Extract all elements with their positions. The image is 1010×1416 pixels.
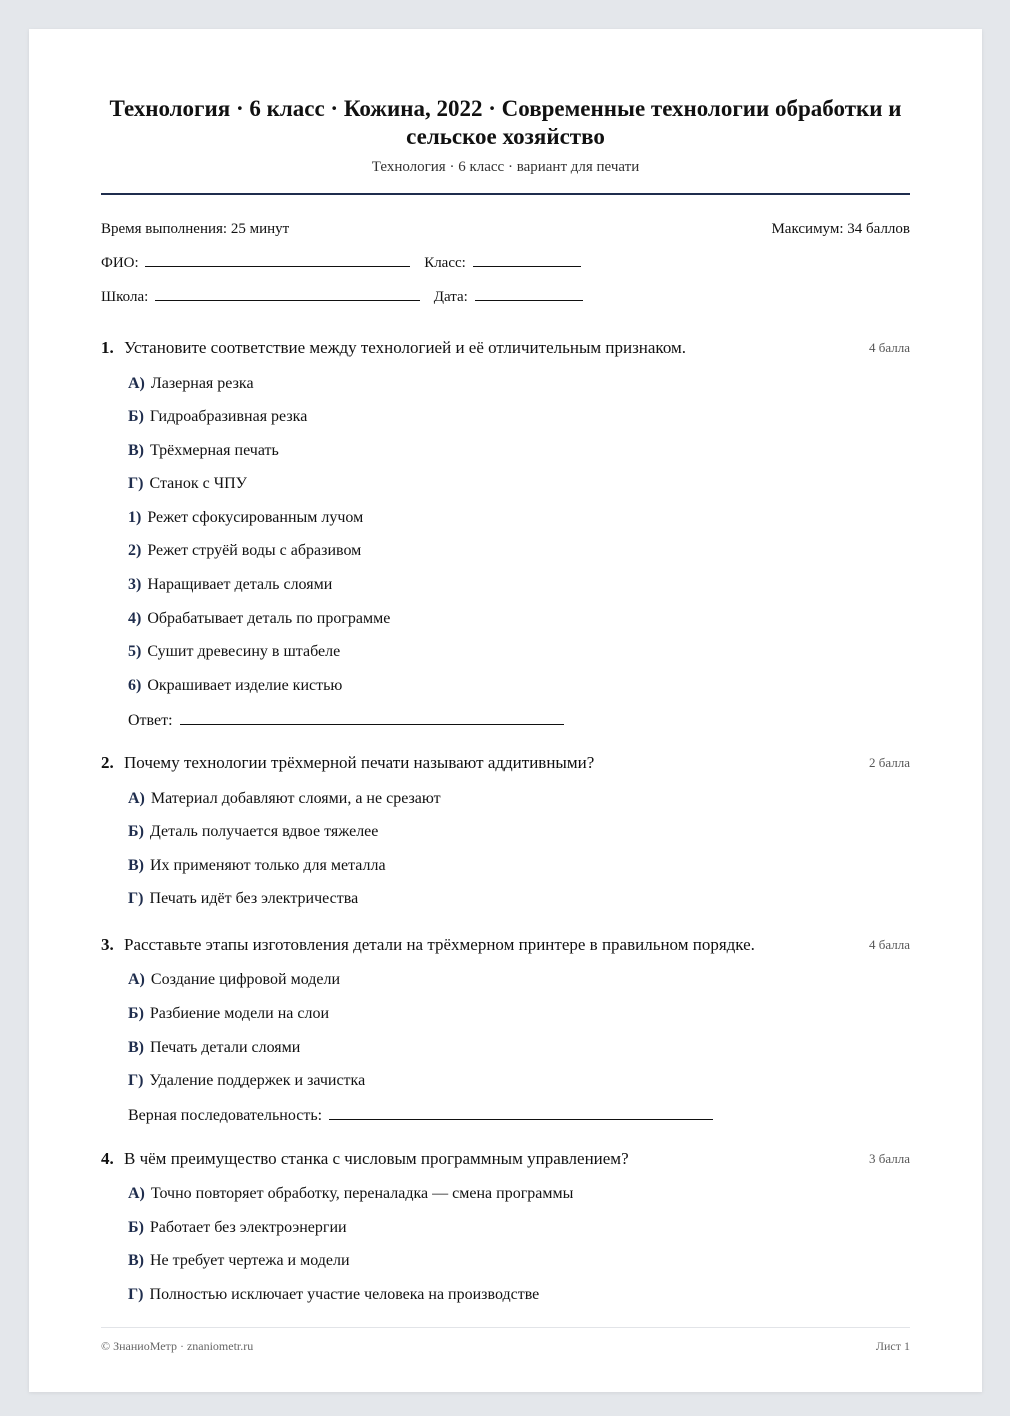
option-text: Материал добавляют слоями, а не срезают — [150, 790, 441, 807]
option-text: Окрашивает изделие кистью — [147, 677, 343, 694]
option-text: Сушит древесину в штабеле — [147, 643, 341, 660]
option-item[interactable] — [128, 970, 340, 990]
sequence-label: Верная последовательность: — [128, 1107, 323, 1124]
question-number: 3. — [101, 935, 114, 954]
option-item[interactable] — [128, 822, 378, 842]
option-text: Трёхмерная печать — [150, 442, 279, 459]
option-label: А) — [128, 375, 145, 392]
fio-label: ФИО: — [101, 255, 139, 271]
fio-field[interactable] — [145, 252, 410, 267]
question-text: Почему технологии трёхмерной печати называют аддитивными? — [124, 753, 595, 772]
option-text: Удаление поддержек и зачистка — [149, 1072, 366, 1089]
option-label: Г) — [128, 475, 144, 492]
option-item[interactable] — [128, 441, 279, 461]
option-item[interactable] — [128, 789, 441, 809]
option-text: Лазерная резка — [150, 375, 254, 392]
question-number: 2. — [101, 753, 114, 772]
option-label: 3) — [128, 576, 142, 593]
option-item[interactable] — [128, 474, 247, 494]
option-item[interactable] — [128, 541, 361, 561]
option-item[interactable] — [128, 1004, 329, 1024]
question-number: 4. — [101, 1149, 114, 1168]
option-text: Печать детали слоями — [150, 1039, 301, 1056]
option-label: А) — [128, 790, 145, 807]
option-item[interactable] — [128, 374, 254, 394]
footer-copyright: © ЗнаниоМетр · znaniometr.ru — [101, 1339, 254, 1353]
option-item[interactable] — [128, 1184, 573, 1204]
question-points: 4 балла — [869, 937, 910, 952]
page-subtitle: Технология · 6 класс · вариант для печати — [371, 159, 640, 175]
option-text: Режет струёй воды с абразивом — [147, 542, 362, 559]
time-limit: Время выполнения: 25 минут — [101, 221, 290, 237]
question-points: 2 балла — [869, 755, 910, 770]
answer-label: Ответ: — [128, 712, 173, 729]
option-label: Г) — [128, 890, 144, 907]
school-field[interactable] — [155, 286, 420, 301]
option-text: Не требует чертежа и модели — [150, 1252, 350, 1269]
option-text: Полностью исключает участие человека на производстве — [149, 1286, 540, 1303]
answer-row — [128, 1105, 713, 1126]
option-item[interactable] — [128, 609, 390, 629]
option-label: В) — [128, 1252, 144, 1269]
option-text: Точно повторяет обработку, переналадка — смена программы — [150, 1185, 574, 1202]
option-label: Б) — [128, 408, 144, 425]
option-text: Наращивает деталь слоями — [147, 576, 333, 593]
option-item[interactable] — [128, 1071, 365, 1091]
option-label: 4) — [128, 610, 142, 627]
footer-divider — [101, 1327, 910, 1328]
option-item[interactable] — [128, 889, 358, 909]
option-item[interactable] — [128, 1285, 539, 1305]
question-3 — [101, 934, 910, 956]
option-label: Г) — [128, 1072, 144, 1089]
option-label: 5) — [128, 643, 142, 660]
date-label: Дата: — [433, 289, 468, 305]
option-label: А) — [128, 971, 145, 988]
option-label: Г) — [128, 1286, 144, 1303]
header-divider — [101, 193, 910, 195]
question-points: 3 балла — [869, 1151, 910, 1166]
option-item[interactable] — [128, 1251, 350, 1271]
option-text: Их применяют только для металла — [150, 857, 386, 874]
meta-row — [101, 219, 910, 239]
option-label: Б) — [128, 1005, 144, 1022]
option-item[interactable] — [128, 676, 342, 696]
answer-row — [128, 710, 564, 731]
option-text: Создание цифровой модели — [150, 971, 341, 988]
option-label: 6) — [128, 677, 142, 694]
max-score: Максимум: 34 баллов — [771, 221, 910, 237]
option-label: В) — [128, 857, 144, 874]
option-text: Разбиение модели на слои — [149, 1005, 330, 1022]
option-label: Б) — [128, 1219, 144, 1236]
page-title: Технология · 6 класс · Кожина, 2022 · Современные технологии обработки и сельское хозяйство — [109, 96, 902, 149]
question-text: В чём преимущество станка с числовым программным управлением? — [124, 1149, 629, 1168]
option-item[interactable] — [128, 508, 363, 528]
option-label: Б) — [128, 823, 144, 840]
class-field[interactable] — [473, 252, 581, 267]
footer-sheet-number: Лист 1 — [875, 1339, 910, 1353]
option-text: Деталь получается вдвое тяжелее — [149, 823, 379, 840]
option-text: Гидроабразивная резка — [149, 408, 308, 425]
school-label: Школа: — [101, 289, 149, 305]
sequence-field[interactable] — [329, 1105, 713, 1120]
question-points: 4 балла — [869, 340, 910, 355]
school-date-row — [101, 286, 583, 307]
question-number: 1. — [101, 338, 114, 357]
question-2 — [101, 752, 910, 774]
option-item[interactable] — [128, 1218, 347, 1238]
answer-field[interactable] — [180, 710, 564, 725]
question-text: Расставьте этапы изготовления детали на трёхмерном принтере в правильном порядке. — [124, 935, 755, 954]
option-item[interactable] — [128, 1038, 300, 1058]
option-text: Работает без электроэнергии — [149, 1219, 347, 1236]
name-class-row — [101, 252, 581, 273]
option-item[interactable] — [128, 407, 307, 427]
option-item[interactable] — [128, 575, 332, 595]
question-text: Установите соответствие между технологией и её отличительным признаком. — [124, 338, 687, 357]
option-label: 1) — [128, 509, 142, 526]
class-label: Класс: — [424, 255, 466, 271]
option-text: Режет сфокусированным лучом — [147, 509, 364, 526]
worksheet-page — [29, 29, 982, 1392]
option-item[interactable] — [128, 856, 386, 876]
question-1 — [101, 337, 910, 359]
question-4 — [101, 1148, 910, 1170]
option-label: 2) — [128, 542, 142, 559]
option-item[interactable] — [128, 642, 340, 662]
option-label: В) — [128, 442, 144, 459]
option-text: Печать идёт без электричества — [149, 890, 359, 907]
option-text: Обрабатывает деталь по программе — [147, 610, 391, 627]
option-text: Станок с ЧПУ — [149, 475, 247, 492]
option-label: А) — [128, 1185, 145, 1202]
date-field[interactable] — [475, 286, 583, 301]
option-label: В) — [128, 1039, 144, 1056]
